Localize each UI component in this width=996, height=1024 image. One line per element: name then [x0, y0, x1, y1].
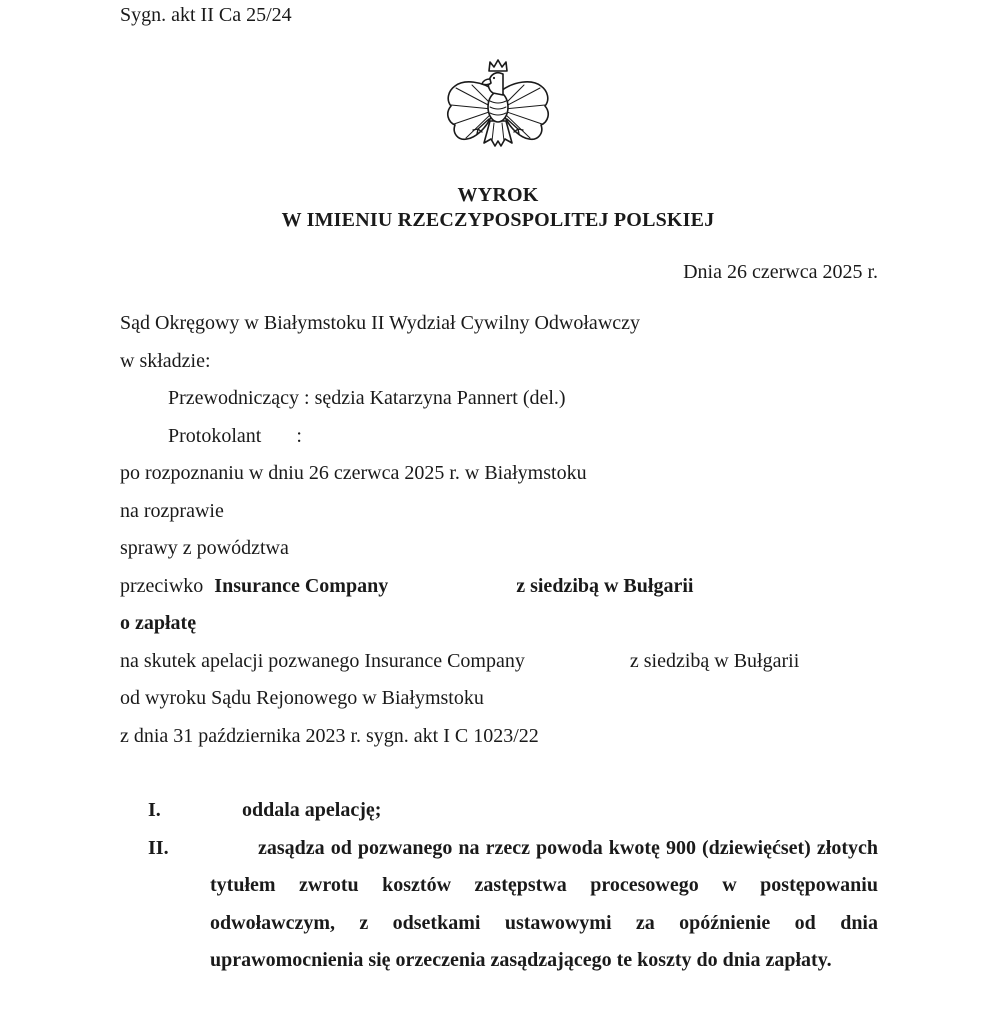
ruling-item-1 [120, 792, 878, 830]
judgment-title-word: WYROK [457, 184, 539, 206]
judgment-title [0, 183, 996, 233]
appealed-court-line: od wyroku Sądu Rejonowego w Białymstoku [120, 687, 484, 709]
against-label: przeciwko [120, 574, 204, 597]
ruling-item-2 [120, 830, 878, 980]
trial-line: na rozprawie [120, 499, 224, 522]
case-signature: Sygn. akt II Ca 25/24 [120, 4, 292, 26]
subject-line: o zapłatę [120, 612, 197, 634]
defendant-line [120, 568, 878, 606]
ruling-item-2-number: II. [148, 836, 169, 859]
court-name-line: Sąd Okręgowy w Białymstoku II Wydział Cywilny Odwoławczy [120, 312, 641, 334]
clerk-label: Protokolant [168, 424, 262, 447]
appeal-line-seat: z siedzibą w Bułgarii [629, 649, 800, 672]
emblem-row [0, 57, 996, 169]
ruling-item-2-text: zasądza od pozwanego na rzecz powoda kwotę 900 (dziewięćset) złotych tytułem zwrotu kosztów zastępstwa procesowego w postępowaniu odwoławczym, z odsetkami ustawowymi za opóźnienie od dnia uprawomocnienia się orzeczenia zasądzającego te koszty do dnia zapłaty. [210, 836, 878, 971]
appeal-line [120, 643, 878, 681]
presiding-judge-line: Przewodniczący : sędzia Katarzyna Pannert (del.) [168, 387, 566, 409]
defendant-name: Insurance Company [214, 574, 389, 597]
appeal-line-start: na skutek apelacji pozwanego Insurance Company [120, 649, 525, 672]
hearing-line: po rozpoznaniu w dniu 26 czerwca 2025 r. w Białymstoku [120, 462, 587, 484]
clerk-line [120, 418, 878, 456]
composition-line: w składzie: [120, 349, 211, 372]
ruling-item-1-number: I. [148, 799, 161, 821]
ruling-item-1-text: oddala apelację; [242, 799, 382, 821]
judgment-body [0, 305, 996, 755]
judgment-date: Dnia 26 czerwca 2025 r. [683, 261, 878, 283]
polish-eagle-emblem-icon [442, 57, 554, 169]
defendant-seat: z siedzibą w Bułgarii [516, 574, 694, 597]
judgment-title-republic: W IMIENIU RZECZYPOSPOLITEJ POLSKIEJ [281, 209, 715, 231]
appealed-date-line: z dnia 31 października 2023 r. sygn. akt I C 1023/22 [120, 724, 539, 747]
ruling-list [0, 792, 996, 980]
clerk-colon: : [296, 424, 302, 447]
action-line: sprawy z powództwa [120, 537, 289, 559]
